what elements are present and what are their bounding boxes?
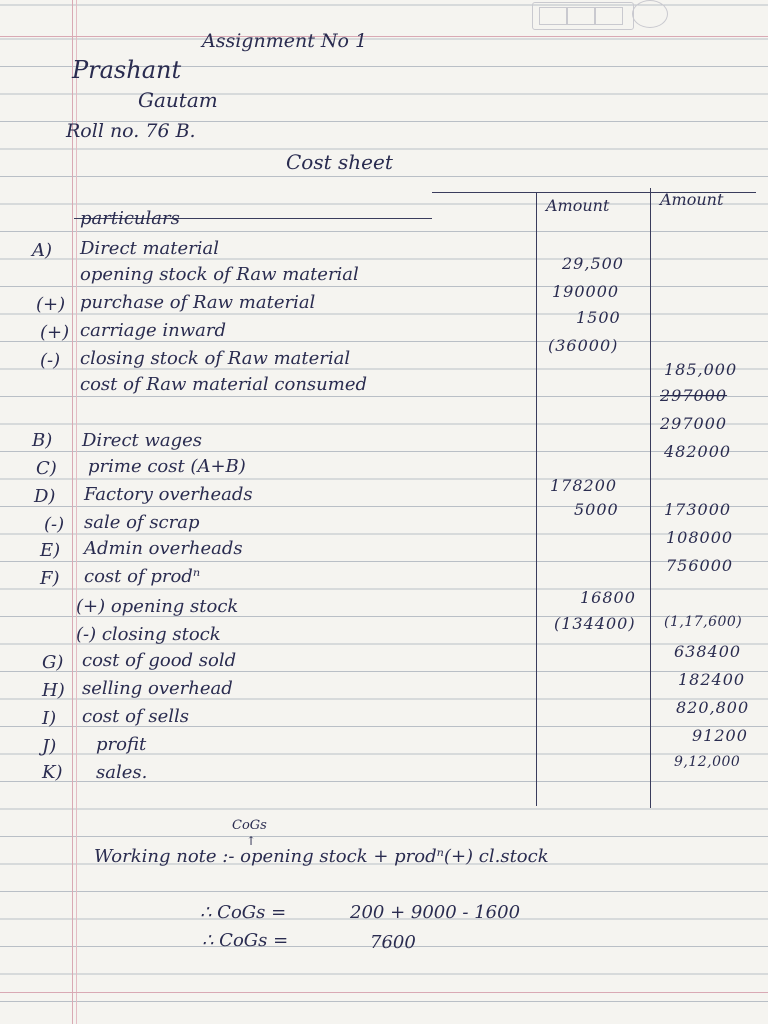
row-text: cost of sells [82, 706, 189, 727]
amount-value: 185,000 [664, 360, 738, 379]
row-text: sale of scrap [84, 512, 200, 533]
date-circle [632, 0, 668, 28]
row-label: D) [34, 486, 56, 507]
assignment-title: Assignment No 1 [202, 30, 368, 52]
column-header-amount: Amount [546, 196, 610, 215]
margin-line [76, 0, 77, 1024]
amount-value: (1,17,600) [664, 614, 743, 630]
row-text: (+) opening stock [76, 596, 239, 617]
amount-value: 16800 [580, 588, 636, 607]
arrow-up-icon: ↑ [246, 834, 257, 848]
student-first-name: Prashant [72, 56, 182, 84]
top-rule [0, 36, 768, 37]
column-divider [536, 192, 537, 806]
row-label: H) [42, 680, 65, 701]
cogs-annotation: CoGs [232, 818, 267, 833]
amount-value: 297000 [660, 414, 728, 433]
margin-line [72, 0, 73, 1024]
amount-value: 173000 [664, 500, 732, 519]
row-text: purchase of Raw material [80, 292, 316, 313]
row-label: E) [40, 540, 61, 561]
row-label: C) [36, 458, 57, 479]
row-text: opening stock of Raw material [80, 264, 359, 285]
cogs-label: ∴ CoGs = [202, 930, 289, 951]
row-text: cost of prodⁿ [84, 566, 201, 587]
amount-value: (36000) [548, 336, 619, 355]
row-text: cost of good sold [82, 650, 237, 671]
page-number-box [532, 2, 634, 30]
row-label: F) [40, 568, 60, 589]
column-divider [650, 188, 651, 808]
amount-value: 91200 [692, 726, 748, 745]
row-text: carriage inward [80, 320, 227, 341]
row-label: (+) [40, 322, 70, 343]
row-text: Factory overheads [84, 484, 253, 505]
cogs-result: 7600 [370, 932, 416, 953]
row-text: Direct material [80, 238, 220, 259]
student-last-name: Gautam [138, 88, 218, 112]
row-label: (+) [36, 294, 66, 315]
row-text: sales. [96, 762, 148, 783]
row-label: I) [42, 708, 57, 729]
working-note: Working note :- opening stock + prodⁿ(+) cl.stock [94, 846, 549, 867]
row-label: A) [32, 240, 53, 261]
amount-value: 29,500 [562, 254, 624, 273]
row-label: J) [42, 736, 57, 757]
amount-value: 9,12,000 [674, 754, 741, 770]
row-text: Direct wages [82, 430, 203, 451]
row-text: prime cost (A+B) [88, 456, 246, 477]
amount-value: 638400 [674, 642, 742, 661]
column-header-particulars: particulars [80, 208, 180, 229]
amount-value: (134400) [554, 614, 636, 633]
amount-value: 190000 [552, 282, 620, 301]
row-text: profit [96, 734, 147, 755]
amount-value: 178200 [550, 476, 618, 495]
bottom-rule [0, 992, 768, 993]
row-label: (-) [44, 514, 65, 535]
amount-value: 108000 [666, 528, 734, 547]
row-text: cost of Raw material consumed [80, 374, 367, 395]
row-label: B) [32, 430, 53, 451]
amount-value-struck: 297000 [660, 386, 728, 405]
amount-value: 820,800 [676, 698, 750, 717]
cogs-label: ∴ CoGs = [200, 902, 287, 923]
cogs-equation: 200 + 9000 - 1600 [350, 902, 521, 923]
amount-value: 756000 [666, 556, 734, 575]
sheet-title: Cost sheet [286, 150, 393, 174]
row-text: (-) closing stock [76, 624, 221, 645]
roll-number: Roll no. 76 B. [66, 120, 196, 142]
row-label: G) [42, 652, 64, 673]
amount-value: 182400 [678, 670, 746, 689]
amount-value: 482000 [664, 442, 732, 461]
amount-value: 1500 [576, 308, 621, 327]
column-header-amount: Amount [660, 190, 724, 209]
row-label: K) [42, 762, 63, 783]
row-text: closing stock of Raw material [80, 348, 351, 369]
amount-value: 5000 [574, 500, 619, 519]
row-label: (-) [40, 350, 61, 371]
row-text: Admin overheads [84, 538, 243, 559]
row-text: selling overhead [82, 678, 233, 699]
